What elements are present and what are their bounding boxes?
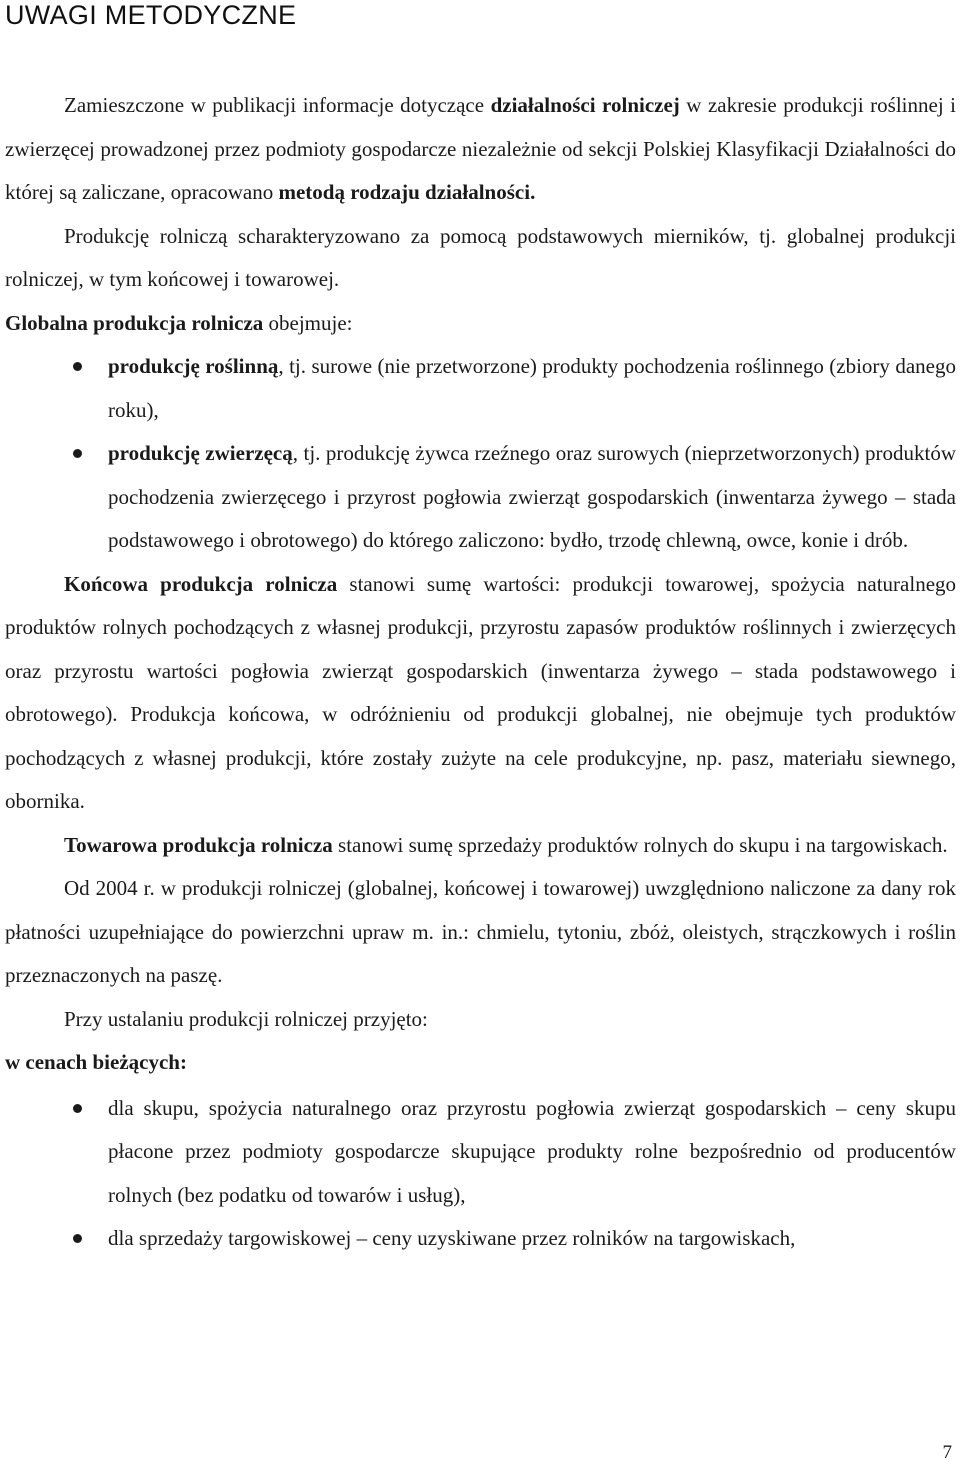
paragraph-2004: Od 2004 r. w produkcji rolniczej (globalnej, końcowej i towarowej) uwzględniono naliczone za dany rok płatności uzupełniające do powierzchni upraw m. in.: chmielu, tytoniu, zbóż, oleistych, strączkowych i roślin przeznaczonych na paszę. (5, 876, 956, 987)
paragraph-current-prices (5, 1041, 956, 1085)
bold-term: produkcję roślinną (108, 354, 279, 378)
list-item (5, 1217, 956, 1261)
paragraph-market-production (5, 824, 956, 868)
text: dla skupu, spożycia naturalnego oraz przyrostu pogłowia zwierząt gospodarskich – ceny skupu płacone przez podmioty gospodarcze skupujące produkty rolne bezpośrednio od producentów rolnych (bez podatku od towarów i usług), (108, 1095, 956, 1207)
bullet-icon (73, 362, 82, 371)
text: obejmuje: (263, 310, 353, 335)
global-production-list (5, 345, 956, 563)
bold-term: produkcję zwierzęcą (108, 441, 293, 465)
list-item (5, 1087, 956, 1218)
text: Zamieszczone w publikacji informacje dotyczące (64, 93, 491, 117)
bold-term: metodą rodzaju działalności. (278, 180, 536, 204)
price-list (5, 1087, 956, 1261)
bold-term: Globalna produkcja rolnicza (5, 310, 264, 335)
paragraph-final-production (5, 563, 956, 824)
page-number: 7 (942, 1442, 952, 1463)
document-body (5, 84, 956, 1261)
bold-term: Towarowa produkcja rolnicza (64, 832, 333, 857)
paragraph-assumptions: Przy ustalaniu produkcji rolniczej przyjęto: (64, 1006, 428, 1031)
text: stanowi sumę sprzedaży produktów rolnych do skupu i na targowiskach. (332, 832, 948, 857)
bullet-icon (73, 1234, 82, 1243)
text: w zakresie produkcji roślinnej i zwierzęcej prowadzonej przez podmioty gospodarcze niezależnie od sekcji Polskiej Klasyfikacji Działalności do której są zaliczane, opracowano (5, 93, 956, 204)
list-item (5, 345, 956, 432)
text: stanowi sumę wartości: produkcji towarowej, spożycia naturalnego produktów rolnych pochodzących z własnej produkcji, przyrostu zapasów produktów roślinnych i zwierzęcych oraz przyrostu wartości pogłowia zwierząt gospodarskich (inwentarza żywego – stada podstawowego i obrotowego). Produkcja końcowa, w odróżnieniu od produkcji globalnej, nie obejmuje tych produktów pochodzących z własnej produkcji, które zostały zużyte na cele produkcyjne, np. pasz, materiału siewnego, obornika. (5, 571, 957, 813)
bold-term: w cenach bieżących: (5, 1050, 187, 1074)
bold-term: Końcowa produkcja rolnicza (64, 571, 338, 596)
paragraph-global-heading (5, 302, 956, 346)
text: dla sprzedaży targowiskowej – ceny uzyskiwane przez rolników na targowiskach, (108, 1226, 796, 1250)
bullet-icon (73, 1104, 82, 1113)
text: , tj. surowe (nie przetworzone) produkty pochodzenia roślinnego (zbiory danego roku), (108, 354, 957, 422)
paragraph-intro (5, 84, 956, 215)
paragraph-measures: Produkcję rolniczą scharakteryzowano za pomocą podstawowych mierników, tj. globalnej produkcji rolniczej, w tym końcowej i towarowej. (5, 223, 956, 291)
bullet-icon (73, 449, 82, 458)
page-title: UWAGI METODYCZNE (5, 0, 297, 30)
list-item (5, 432, 956, 563)
bold-term: działalności rolniczej (490, 93, 680, 117)
text: , tj. produkcję żywca rzeźnego oraz surowych (nieprzetworzonych) produktów pochodzenia zwierzęcego i przyrost pogłowia zwierząt gospodarskich (inwentarza żywego – stada podstawowego i obrotowego) do którego zaliczono: bydło, trzodę chlewną, owce, konie i drób. (108, 441, 957, 552)
